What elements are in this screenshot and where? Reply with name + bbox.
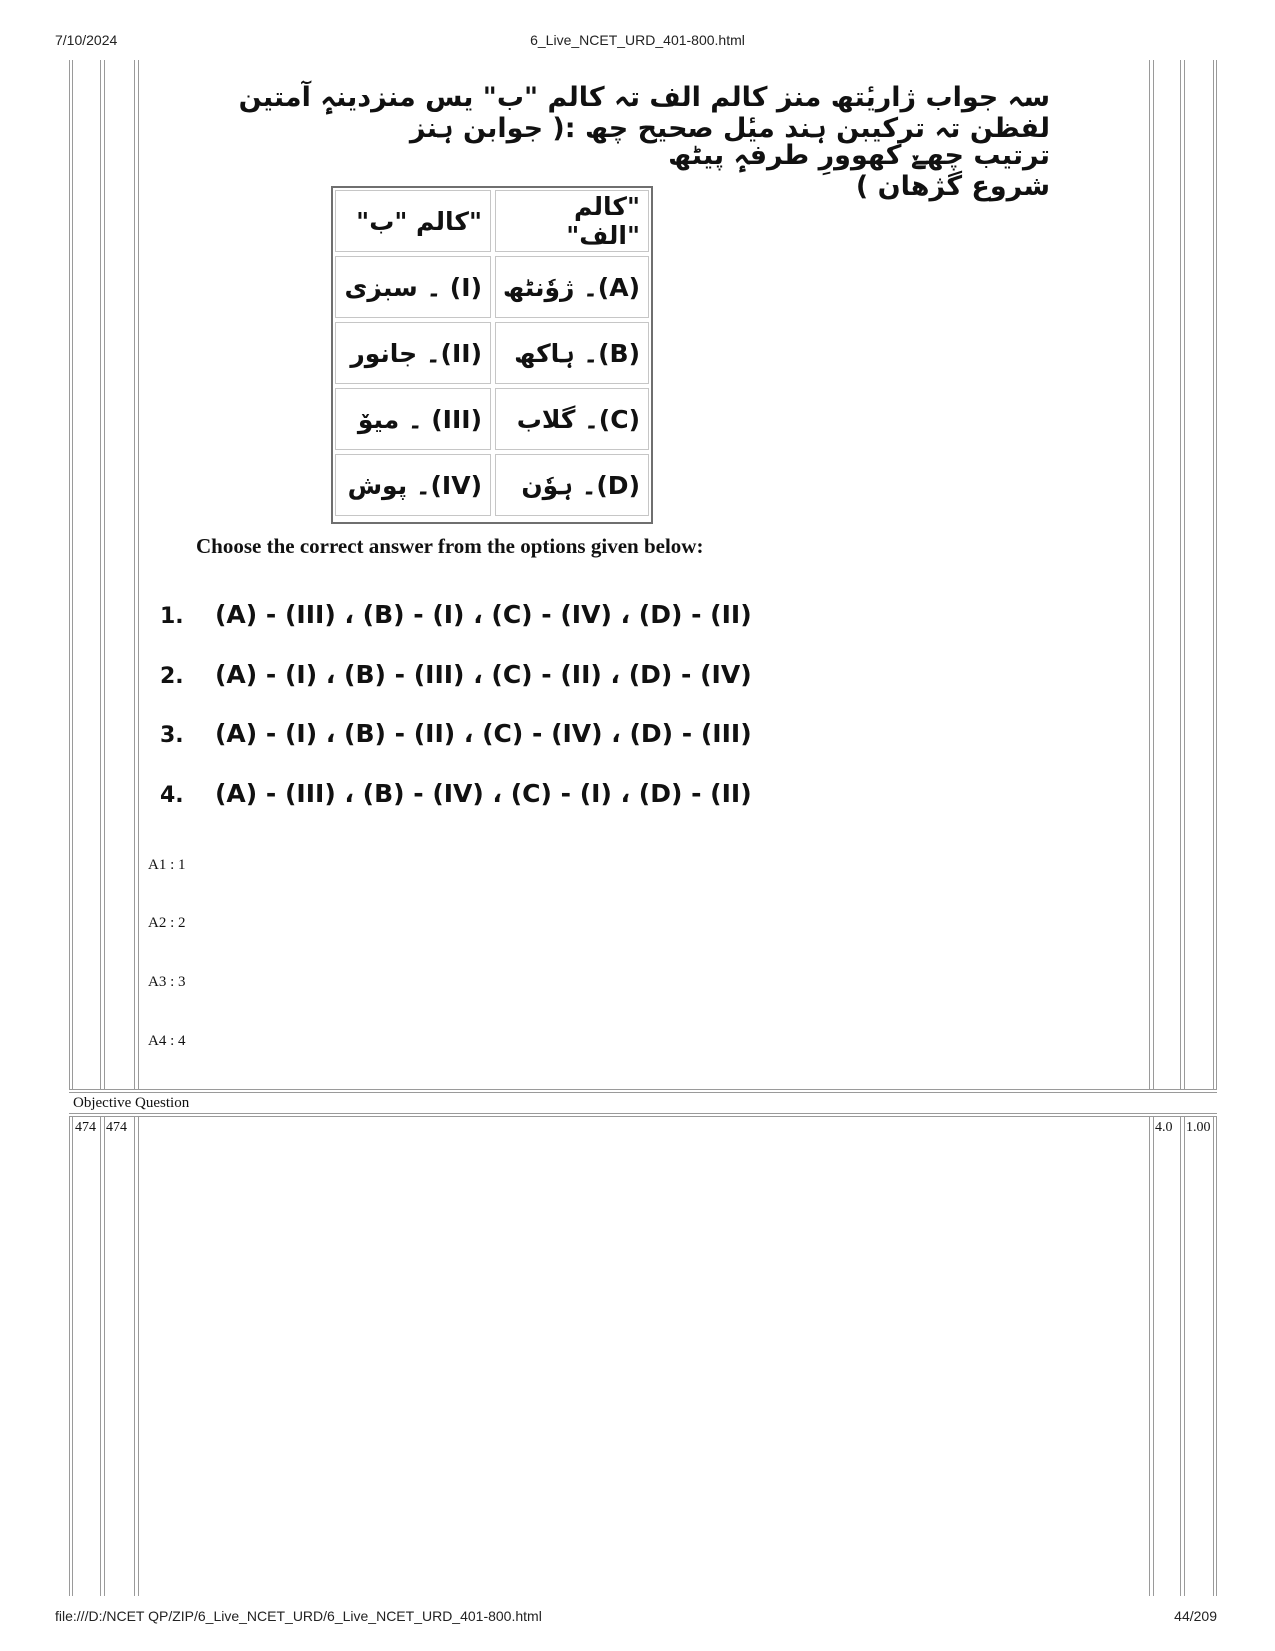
instruction-text: Choose the correct answer from the options given below:	[196, 534, 704, 558]
grid-line	[72, 1116, 73, 1596]
question-marks: 4.0	[1155, 1120, 1173, 1135]
column-a-cell: (C)۔ گلاب	[495, 388, 649, 450]
option-2	[160, 660, 752, 689]
grid-line	[1149, 1116, 1150, 1596]
grid-line	[1213, 60, 1214, 1090]
grid-line	[104, 60, 105, 1090]
grid-line	[69, 1116, 70, 1596]
option-number: 4.	[160, 783, 184, 808]
answer-key-3: A3 : 3	[148, 974, 186, 990]
print-file-path: file:///D:/NCET QP/ZIP/6_Live_NCET_URD/6_Live_NCET_URD_401-800.html	[55, 1608, 542, 1624]
question-stem-line-2: ترتیب چھےٚ کھوورِ طرفہٕ پیٹھ شروع گژھان )	[668, 140, 1050, 202]
column-b-cell: (I) ۔ سبزی	[335, 256, 491, 318]
option-number: 2.	[160, 664, 184, 689]
column-b-cell: (IV)۔ پوش	[335, 454, 491, 516]
grid-line	[1184, 1116, 1185, 1596]
answer-key-1: A1 : 1	[148, 857, 186, 873]
column-a-cell: (D)۔ ہوٗن	[495, 454, 649, 516]
option-1	[160, 600, 752, 629]
question-stem-line-1: سہ جواب ژاریٔتھ منز کالم الف تہ کالم "ب" یس منزدینہٕ آمتین لفظن تہ ترکیبن ہند میٔل صحیح چھ :( جوابن ہنز	[238, 82, 1050, 144]
grid-line	[1213, 1116, 1214, 1596]
option-text: (A) - (I) ، (B) - (II) ، (C) - (IV) ، (D) - (III)	[215, 719, 752, 748]
grid-line	[69, 1116, 1217, 1117]
answer-key-2: A2 : 2	[148, 915, 186, 931]
question-type-label: Objective Question	[73, 1095, 190, 1111]
option-text: (A) - (III) ، (B) - (I) ، (C) - (IV) ، (D) - (II)	[215, 600, 752, 629]
print-title: 6_Live_NCET_URD_401-800.html	[530, 32, 745, 48]
grid-line	[104, 1116, 105, 1596]
match-table-row	[335, 454, 649, 516]
grid-line	[1216, 60, 1217, 1090]
option-4	[160, 779, 752, 808]
question-serial: 474	[75, 1120, 96, 1135]
print-page-number: 44/209	[1174, 1608, 1217, 1624]
grid-line	[1153, 60, 1154, 1090]
question-negative-marks: 1.00	[1186, 1120, 1211, 1135]
grid-line	[1184, 60, 1185, 1090]
option-text: (A) - (I) ، (B) - (III) ، (C) - (II) ، (D) - (IV)	[215, 660, 752, 689]
column-b-cell: (III) ۔ میوٚ	[335, 388, 491, 450]
grid-line	[1180, 60, 1181, 1090]
grid-line	[1216, 1116, 1217, 1596]
option-number: 3.	[160, 723, 184, 748]
grid-line	[138, 60, 139, 1090]
grid-line	[72, 60, 73, 1090]
grid-line	[134, 60, 135, 1090]
grid-line	[100, 60, 101, 1090]
column-a-header: "کالم "الف"	[495, 190, 649, 252]
grid-line	[69, 1113, 1217, 1114]
column-a-cell: (B)۔ ہاکھ	[495, 322, 649, 384]
grid-line	[1180, 1116, 1181, 1596]
match-table-row	[335, 256, 649, 318]
match-table-row	[335, 322, 649, 384]
question-id: 474	[106, 1120, 127, 1135]
grid-line	[69, 60, 70, 1090]
column-a-cell: (A)۔ ژوٗنٹھ	[495, 256, 649, 318]
match-table	[331, 186, 653, 524]
match-table-row	[335, 388, 649, 450]
grid-line	[1149, 60, 1150, 1090]
grid-line	[1153, 1116, 1154, 1596]
option-text: (A) - (III) ، (B) - (IV) ، (C) - (I) ، (D) - (II)	[215, 779, 752, 808]
grid-line	[69, 1089, 1217, 1090]
print-date: 7/10/2024	[55, 32, 118, 48]
answer-key-4: A4 : 4	[148, 1033, 186, 1049]
match-table-header-row	[335, 190, 649, 252]
column-b-cell: (II)۔ جانور	[335, 322, 491, 384]
column-b-header: "کالم "ب"	[335, 190, 491, 252]
grid-line	[134, 1116, 135, 1596]
grid-line	[100, 1116, 101, 1596]
option-number: 1.	[160, 604, 184, 629]
option-3	[160, 719, 752, 748]
grid-line	[69, 1092, 1217, 1093]
grid-line	[138, 1116, 139, 1596]
